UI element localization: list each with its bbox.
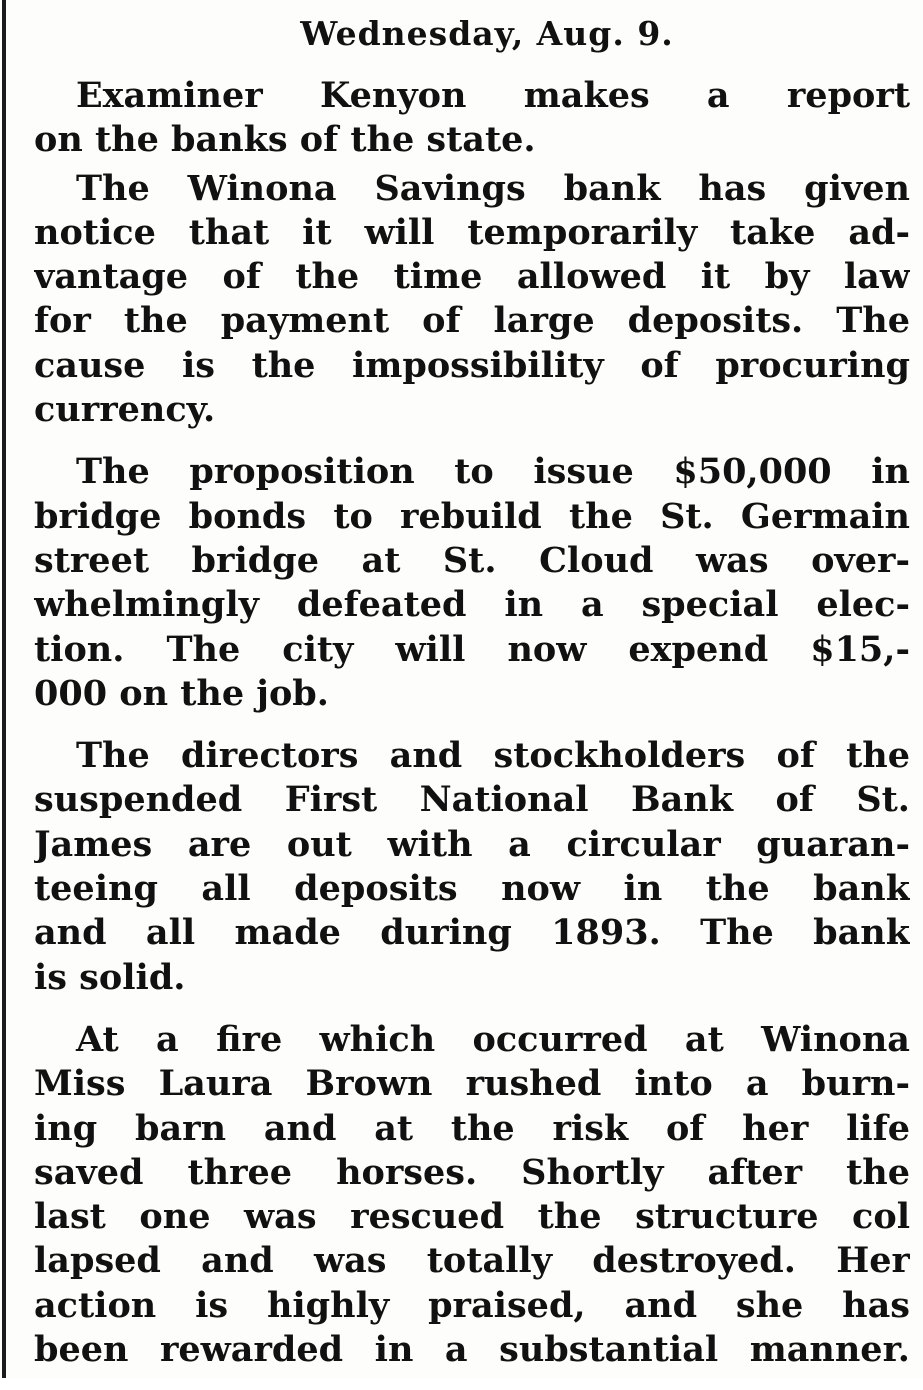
news-item-bank-report <box>34 74 910 163</box>
news-item-first-national-bank <box>34 734 910 1000</box>
text-line: suspended First National Bank of St. <box>34 779 910 821</box>
text-line: cause is the impossibility of procuring <box>34 344 910 386</box>
text-line: Miss Laura Brown rushed into a burn- <box>34 1063 910 1105</box>
text-line: Examiner Kenyon makes a report <box>76 75 910 116</box>
text-line: last one was rescued the structure col <box>34 1196 910 1238</box>
text-line: for the payment of large deposits. The <box>34 300 910 342</box>
text-line: James are out with a circular guaran- <box>34 823 910 865</box>
text-line: and all made during 1893. The bank <box>34 912 910 954</box>
text-line: The directors and stockholders of the <box>76 735 910 777</box>
text-line: tion. The city will now expend $15,- <box>34 628 910 670</box>
text-line: whelmingly defeated in a special elec- <box>34 584 910 626</box>
news-item-bridge-bonds <box>34 450 910 716</box>
text-line: ing barn and at the risk of her life <box>34 1107 910 1149</box>
text-line: The Winona Savings bank has given <box>76 167 910 209</box>
text-line: lapsed and was totally destroyed. Her <box>34 1240 910 1282</box>
column-rule <box>2 0 6 1378</box>
text-line: saved three horses. Shortly after the <box>34 1151 910 1193</box>
news-item-winona-fire <box>34 1018 910 1372</box>
text-line: teeing all deposits now in the bank <box>34 868 910 910</box>
text-line: is solid. <box>34 956 186 998</box>
text-line: on the banks of the state. <box>34 119 536 161</box>
text-line: been rewarded in a substantial manner. <box>34 1329 910 1371</box>
news-item-winona-savings <box>34 167 910 433</box>
text-line: street bridge at St. Cloud was over- <box>34 539 910 581</box>
text-line: currency. <box>34 389 216 431</box>
text-line: 000 on the job. <box>34 672 329 714</box>
news-column <box>34 8 910 1390</box>
text-line: action is highly praised, and she has <box>34 1284 910 1326</box>
text-line: The proposition to issue $50,000 in <box>76 451 910 493</box>
text-line: vantage of the time allowed it by law <box>34 256 910 298</box>
text-line: bridge bonds to rebuild the St. Germain <box>34 495 910 537</box>
text-line: At a fire which occurred at Winona <box>76 1018 910 1060</box>
text-line: notice that it will temporarily take ad- <box>34 211 910 253</box>
dateline-heading: Wednesday, Aug. 9. <box>300 14 674 53</box>
